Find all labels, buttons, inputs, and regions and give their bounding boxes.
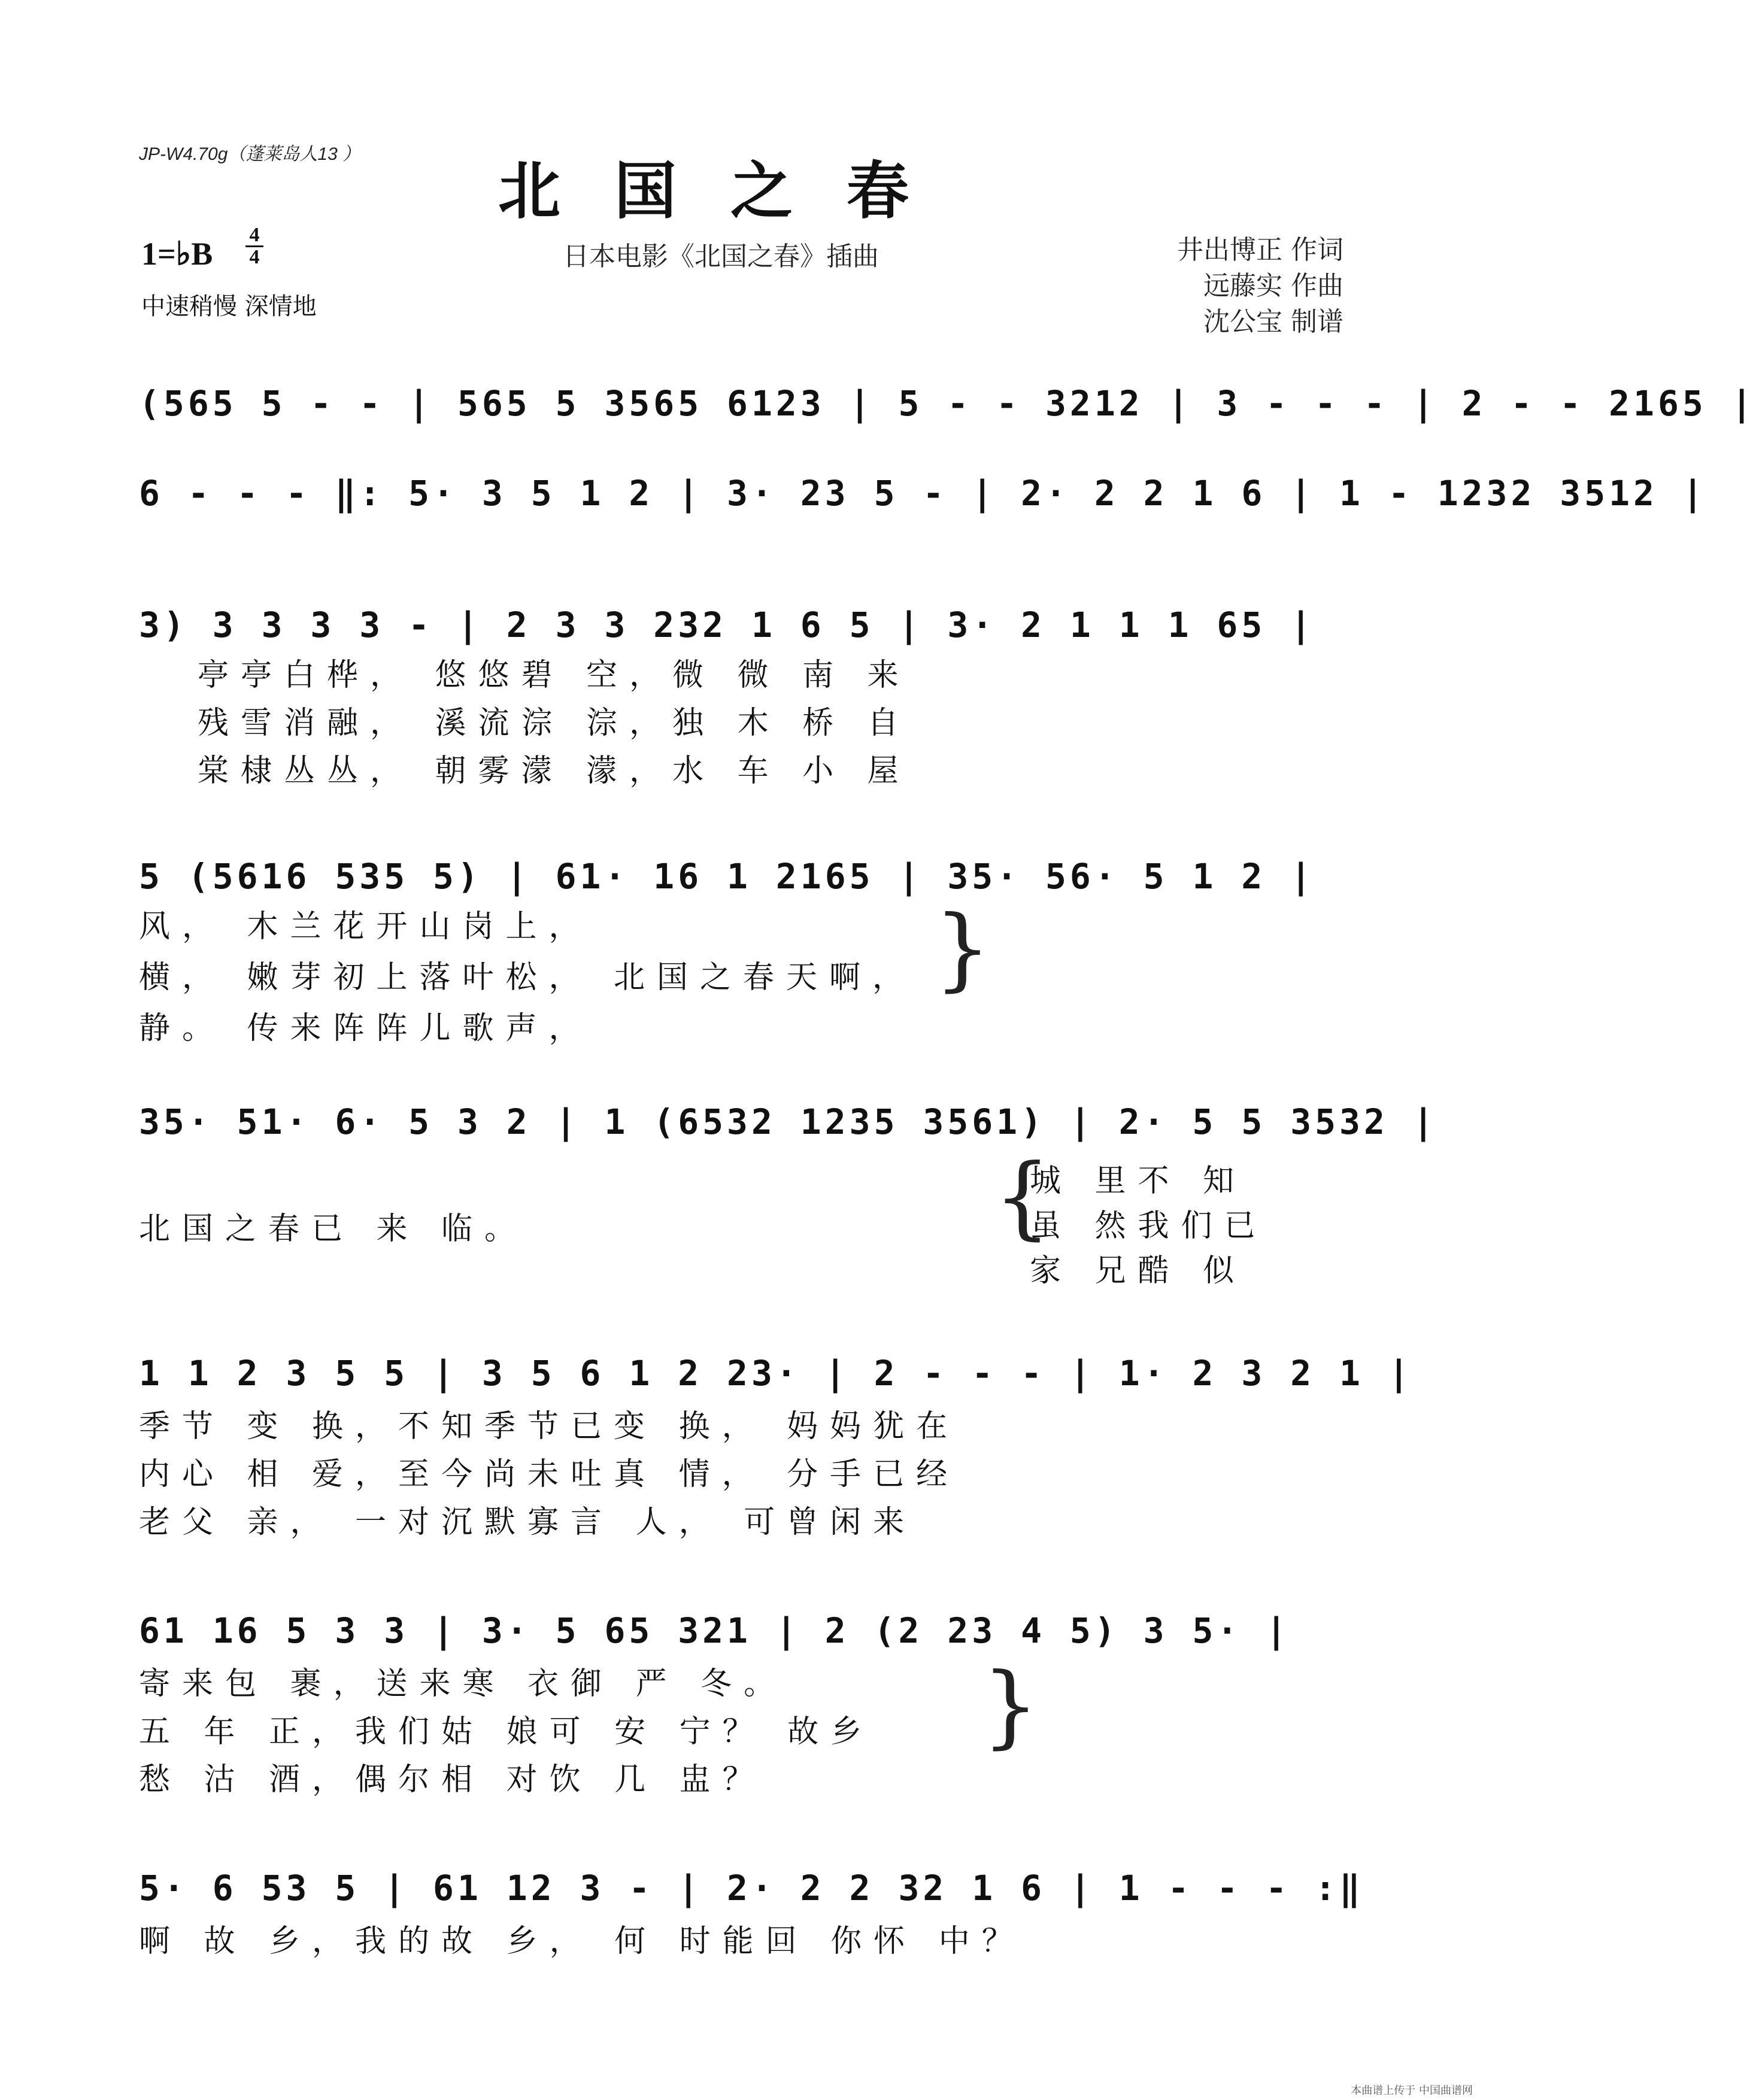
credits (1177, 232, 1343, 340)
tempo-marking: 中速稍慢 深情地 (141, 293, 317, 320)
notation-line-3: 3) 3 3 3 3 - | 2 3 3 232 1 6 5 | 3· 2 1 1 1 65 | (139, 605, 1315, 645)
lyric-line-5-r3: 家 兄酷 似 (1030, 1253, 1247, 1289)
composer-credit: 远藤实 作曲 (1203, 271, 1343, 301)
time-signature (245, 225, 263, 268)
notation-line-1: (565 5 - - | 565 5 3565 6123 | 5 - - 3212 | 3 - - - | 2 - - 2165 | (139, 383, 1756, 424)
lyric-line-6-2: 内心 相 爱，至今尚未吐真 情， 分手已经 (139, 1456, 960, 1492)
notation-line-7: 61 16 5 3 3 | 3· 5 65 321 | 2 (2 23 4 5) 3 5· | (139, 1610, 1291, 1651)
key-signature (141, 235, 213, 272)
lyric-brace-2: { (994, 1145, 1051, 1249)
arranger-credit: 沈公宝 制谱 (1203, 306, 1343, 337)
lyric-line-3-1: 亭亭白桦， 悠悠碧 空，微 微 南 来 (198, 657, 911, 693)
lyric-brace-3: } (982, 1654, 1039, 1758)
lyric-line-7-3: 愁 沽 酒，偶尔相 对饮 几 盅？ (139, 1762, 766, 1798)
lyric-line-3-2: 残雪消融， 溪流淙 淙，独 木 桥 自 (198, 705, 911, 741)
lyric-line-8-1: 啊 故 乡，我的故 乡， 何 时能回 你怀 中？ (139, 1923, 1025, 1959)
notation-line-4: 5 (5616 535 5) | 61· 16 1 2165 | 35· 56· 5 1 2 | (139, 856, 1315, 897)
time-bottom: 4 (249, 246, 260, 268)
lyric-line-5-r1: 城 里不 知 (1030, 1163, 1247, 1199)
subtitle: 日本电影《北国之春》插曲 (563, 241, 879, 272)
document-meta: JP-W4.70g（蓬莱岛人13 ） (139, 144, 361, 164)
notation-line-8: 5· 6 53 5 | 61 12 3 - | 2· 2 2 32 1 6 | 1 - - - :‖ (139, 1868, 1364, 1908)
key-label: 1=♭B (141, 236, 213, 272)
lyric-line-4-3: 静。 传来阵阵儿歌声， (139, 1010, 592, 1046)
lyric-line-7-2: 五 年 正，我们姑 娘可 安 宁？ 故乡 (139, 1714, 874, 1750)
page-title: 北国之春 (498, 154, 963, 227)
lyric-line-7-1: 寄来包 裹，送来寒 衣御 严 冬。 (139, 1666, 787, 1702)
lyric-brace-1: } (934, 897, 991, 1001)
lyric-line-4-1: 风， 木兰花开山岗上， (139, 909, 592, 945)
lyricist-credit: 井出博正 作词 (1177, 235, 1343, 265)
time-top: 4 (249, 224, 260, 246)
lyric-line-5-r2: 虽 然我们已 (1030, 1208, 1267, 1244)
notation-line-6: 1 1 2 3 5 5 | 3 5 6 1 2 23· | 2 - - - | 1· 2 3 2 1 | (139, 1353, 1413, 1394)
notation-line-5: 35· 51· 6· 5 3 2 | 1 (6532 1235 3561) | 2· 5 5 3532 | (139, 1101, 1437, 1142)
lyric-line-6-1: 季节 变 换，不知季节已变 换， 妈妈犹在 (139, 1409, 960, 1444)
lyric-line-6-3: 老父 亲， 一对沉默寡言 人， 可曾闲来 (139, 1504, 917, 1540)
notation-line-2: 6 - - - ‖: 5· 3 5 1 2 | 3· 23 5 - | 2· 2 2 1 6 | 1 - 1232 3512 | (139, 473, 1707, 514)
lyric-line-5-main: 北国之春已 来 临。 (139, 1211, 528, 1247)
footer-watermark: 本曲谱上传于 中国曲谱网 (1351, 2084, 1473, 2097)
lyric-line-3-3: 棠棣丛丛， 朝雾濛 濛，水 车 小 屋 (198, 753, 911, 789)
lyric-line-4-2: 横， 嫩芽初上落叶松， 北国之春天啊， (139, 960, 916, 996)
